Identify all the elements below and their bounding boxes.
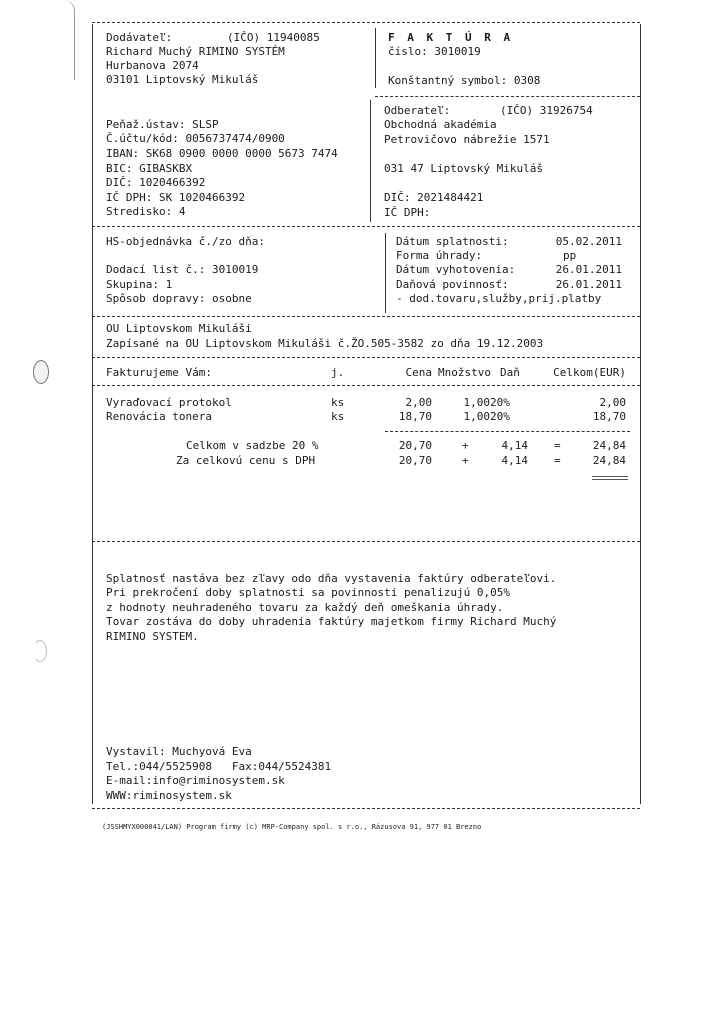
supplier-ic-dph: IČ DPH: SK 1020466392: [106, 191, 246, 204]
col-total: Celkom(EUR): [553, 366, 626, 379]
payment-form-label: Forma úhrady:: [396, 249, 483, 262]
due-date-label: Dátum splatnosti:: [396, 235, 509, 248]
group: Skupina: 1: [106, 278, 173, 291]
supplier-name: Richard Muchý RIMINO SYSTÉM: [106, 45, 285, 58]
customer-city: 031 47 Liptovský Mikuláš: [384, 162, 543, 175]
customer-name: Obchodná akadémia: [384, 118, 497, 131]
registry-line-1: OU Liptovskom Mikuláši: [106, 322, 252, 335]
customer-ico: (IČO) 31926754: [500, 104, 593, 117]
divider-before-notes: [92, 541, 640, 542]
table-row-qty: 1,00: [463, 410, 490, 423]
divider-table-sum: [385, 431, 630, 432]
table-row-item: Renovácia tonera: [106, 410, 212, 423]
bank-account: Č.účtu/kód: 0056737474/0900: [106, 132, 285, 145]
supplier-street: Hurbanova 2074: [106, 59, 199, 72]
col-tax: Daň: [500, 366, 520, 379]
transport-method: Spôsob dopravy: osobne: [106, 292, 252, 305]
col-qty: Množstvo: [438, 366, 491, 379]
table-row-item: Vyraďovací protokol: [106, 396, 232, 409]
table-row-price: 18,70: [398, 410, 432, 423]
col-unit: j.: [331, 366, 345, 379]
note-line: z hodnoty neuhradeného tovaru za každý deň omeškania úhrady.: [106, 601, 504, 614]
sum-rate-eq: =: [554, 439, 561, 452]
invoice-title: F A K T Ú R A: [388, 31, 514, 44]
table-intro: Fakturujeme Vám:: [106, 366, 212, 379]
divider-dates-vertical: [385, 233, 386, 313]
divider-bottom: [92, 808, 640, 809]
note-line: Splatnosť nastáva bez zľavy odo dňa vystavenia faktúry odberateľovi.: [106, 572, 557, 585]
sum-rate-vat: 4,14: [501, 439, 528, 452]
page-edge-curve: [64, 0, 75, 80]
due-date-value: 05.02.2011: [555, 235, 622, 248]
cost-center: Stredisko: 4: [106, 205, 186, 218]
tax-date-value: 26.01.2011: [555, 278, 622, 291]
payment-form-value: pp: [563, 249, 577, 262]
table-row-unit: ks: [331, 410, 345, 423]
divider-customer-vertical: [370, 100, 371, 222]
tax-date-note: - dod.tovaru,služby,prij.platby: [396, 292, 602, 305]
bank-bic: BIC: GIBASKBX: [106, 162, 193, 175]
issuer-email: E-mail:info@riminosystem.sk: [106, 774, 285, 787]
col-price: Cena: [405, 366, 432, 379]
total-underline-2: [592, 479, 628, 480]
hs-order: HS-objednávka č./zo dňa:: [106, 235, 265, 248]
sum-total-base: 20,70: [398, 454, 432, 467]
issuer-phone: Tel.:044/5525908 Fax:044/5524381: [106, 760, 332, 773]
divider-top: [92, 22, 640, 23]
customer-ic-dph: IČ DPH:: [384, 206, 431, 219]
supplier-dic: DIČ: 1020466392: [106, 176, 206, 189]
table-row-price: 2,00: [405, 396, 432, 409]
punch-hole-shadow: [33, 640, 47, 662]
customer-street: Petrovičovo nábrežie 1571: [384, 133, 550, 146]
divider-constant-symbol: [375, 96, 640, 97]
sum-total-eq: =: [554, 454, 561, 467]
customer-dic: DIČ: 2021484421: [384, 191, 484, 204]
supplier-label: Dodávateľ:: [106, 31, 173, 44]
supplier-city: 03101 Liptovský Mikuláš: [106, 73, 259, 86]
sum-rate-total: 24,84: [592, 439, 626, 452]
sum-rate-base: 20,70: [398, 439, 432, 452]
registry-line-2: Zapísané na OU Liptovskom Mikuláši č.ŽO.505-3582 zo dňa 19.12.2003: [106, 337, 544, 350]
note-line: RIMINO SYSTEM.: [106, 630, 199, 643]
constant-symbol: Konštantný symbol: 0308: [388, 74, 541, 87]
issue-date-value: 26.01.2011: [555, 263, 622, 276]
issued-by: Vystavil: Muchyová Eva: [106, 745, 252, 758]
tax-date-label: Daňová povinnosť:: [396, 278, 509, 291]
note-line: Tovar zostáva do doby uhradenia faktúry majetkom firmy Richard Muchý: [106, 615, 557, 628]
program-footer: (JSSHMYX000041/LAN) Program firmy (c) MRP-Company spol. s r.o., Rázusova 91, 977 01 Brezno: [102, 823, 482, 831]
divider-after-addresses: [92, 226, 640, 227]
divider-after-registry: [92, 357, 640, 358]
bank-name: Peňaž.ústav: SLSP: [106, 118, 219, 131]
note-line: Pri prekročení doby splatnosti sa povinnosti penalizujú 0,05%: [106, 586, 510, 599]
table-row-unit: ks: [331, 396, 345, 409]
issuer-www: WWW:riminosystem.sk: [106, 789, 232, 802]
punch-hole: [33, 360, 49, 384]
table-row-total: 2,00: [599, 396, 626, 409]
total-underline-1: [592, 476, 628, 477]
divider-after-order: [92, 316, 640, 317]
sum-total-value: 24,84: [592, 454, 626, 467]
table-row-total: 18,70: [592, 410, 626, 423]
sum-total-label: Za celkovú cenu s DPH: [176, 454, 316, 467]
issue-date-label: Dátum vyhotovenia:: [396, 263, 516, 276]
bank-iban: IBAN: SK68 0900 0000 0000 5673 7474: [106, 147, 338, 160]
delivery-note: Dodací list č.: 3010019: [106, 263, 259, 276]
customer-label: Odberateľ:: [384, 104, 451, 117]
sum-total-plus: +: [462, 454, 469, 467]
divider-header-vertical: [375, 28, 376, 88]
invoice-number: číslo: 3010019: [388, 45, 481, 58]
sum-rate-plus: +: [462, 439, 469, 452]
sum-rate-label: Celkom v sadzbe 20 %: [186, 439, 319, 452]
table-row-tax: 20%: [490, 410, 510, 423]
border-left: [92, 24, 93, 804]
table-row-tax: 20%: [490, 396, 510, 409]
table-row-qty: 1,00: [463, 396, 490, 409]
border-right: [640, 24, 641, 804]
sum-total-vat: 4,14: [501, 454, 528, 467]
supplier-ico: (IČO) 11940085: [227, 31, 320, 44]
divider-table-header: [92, 385, 640, 386]
